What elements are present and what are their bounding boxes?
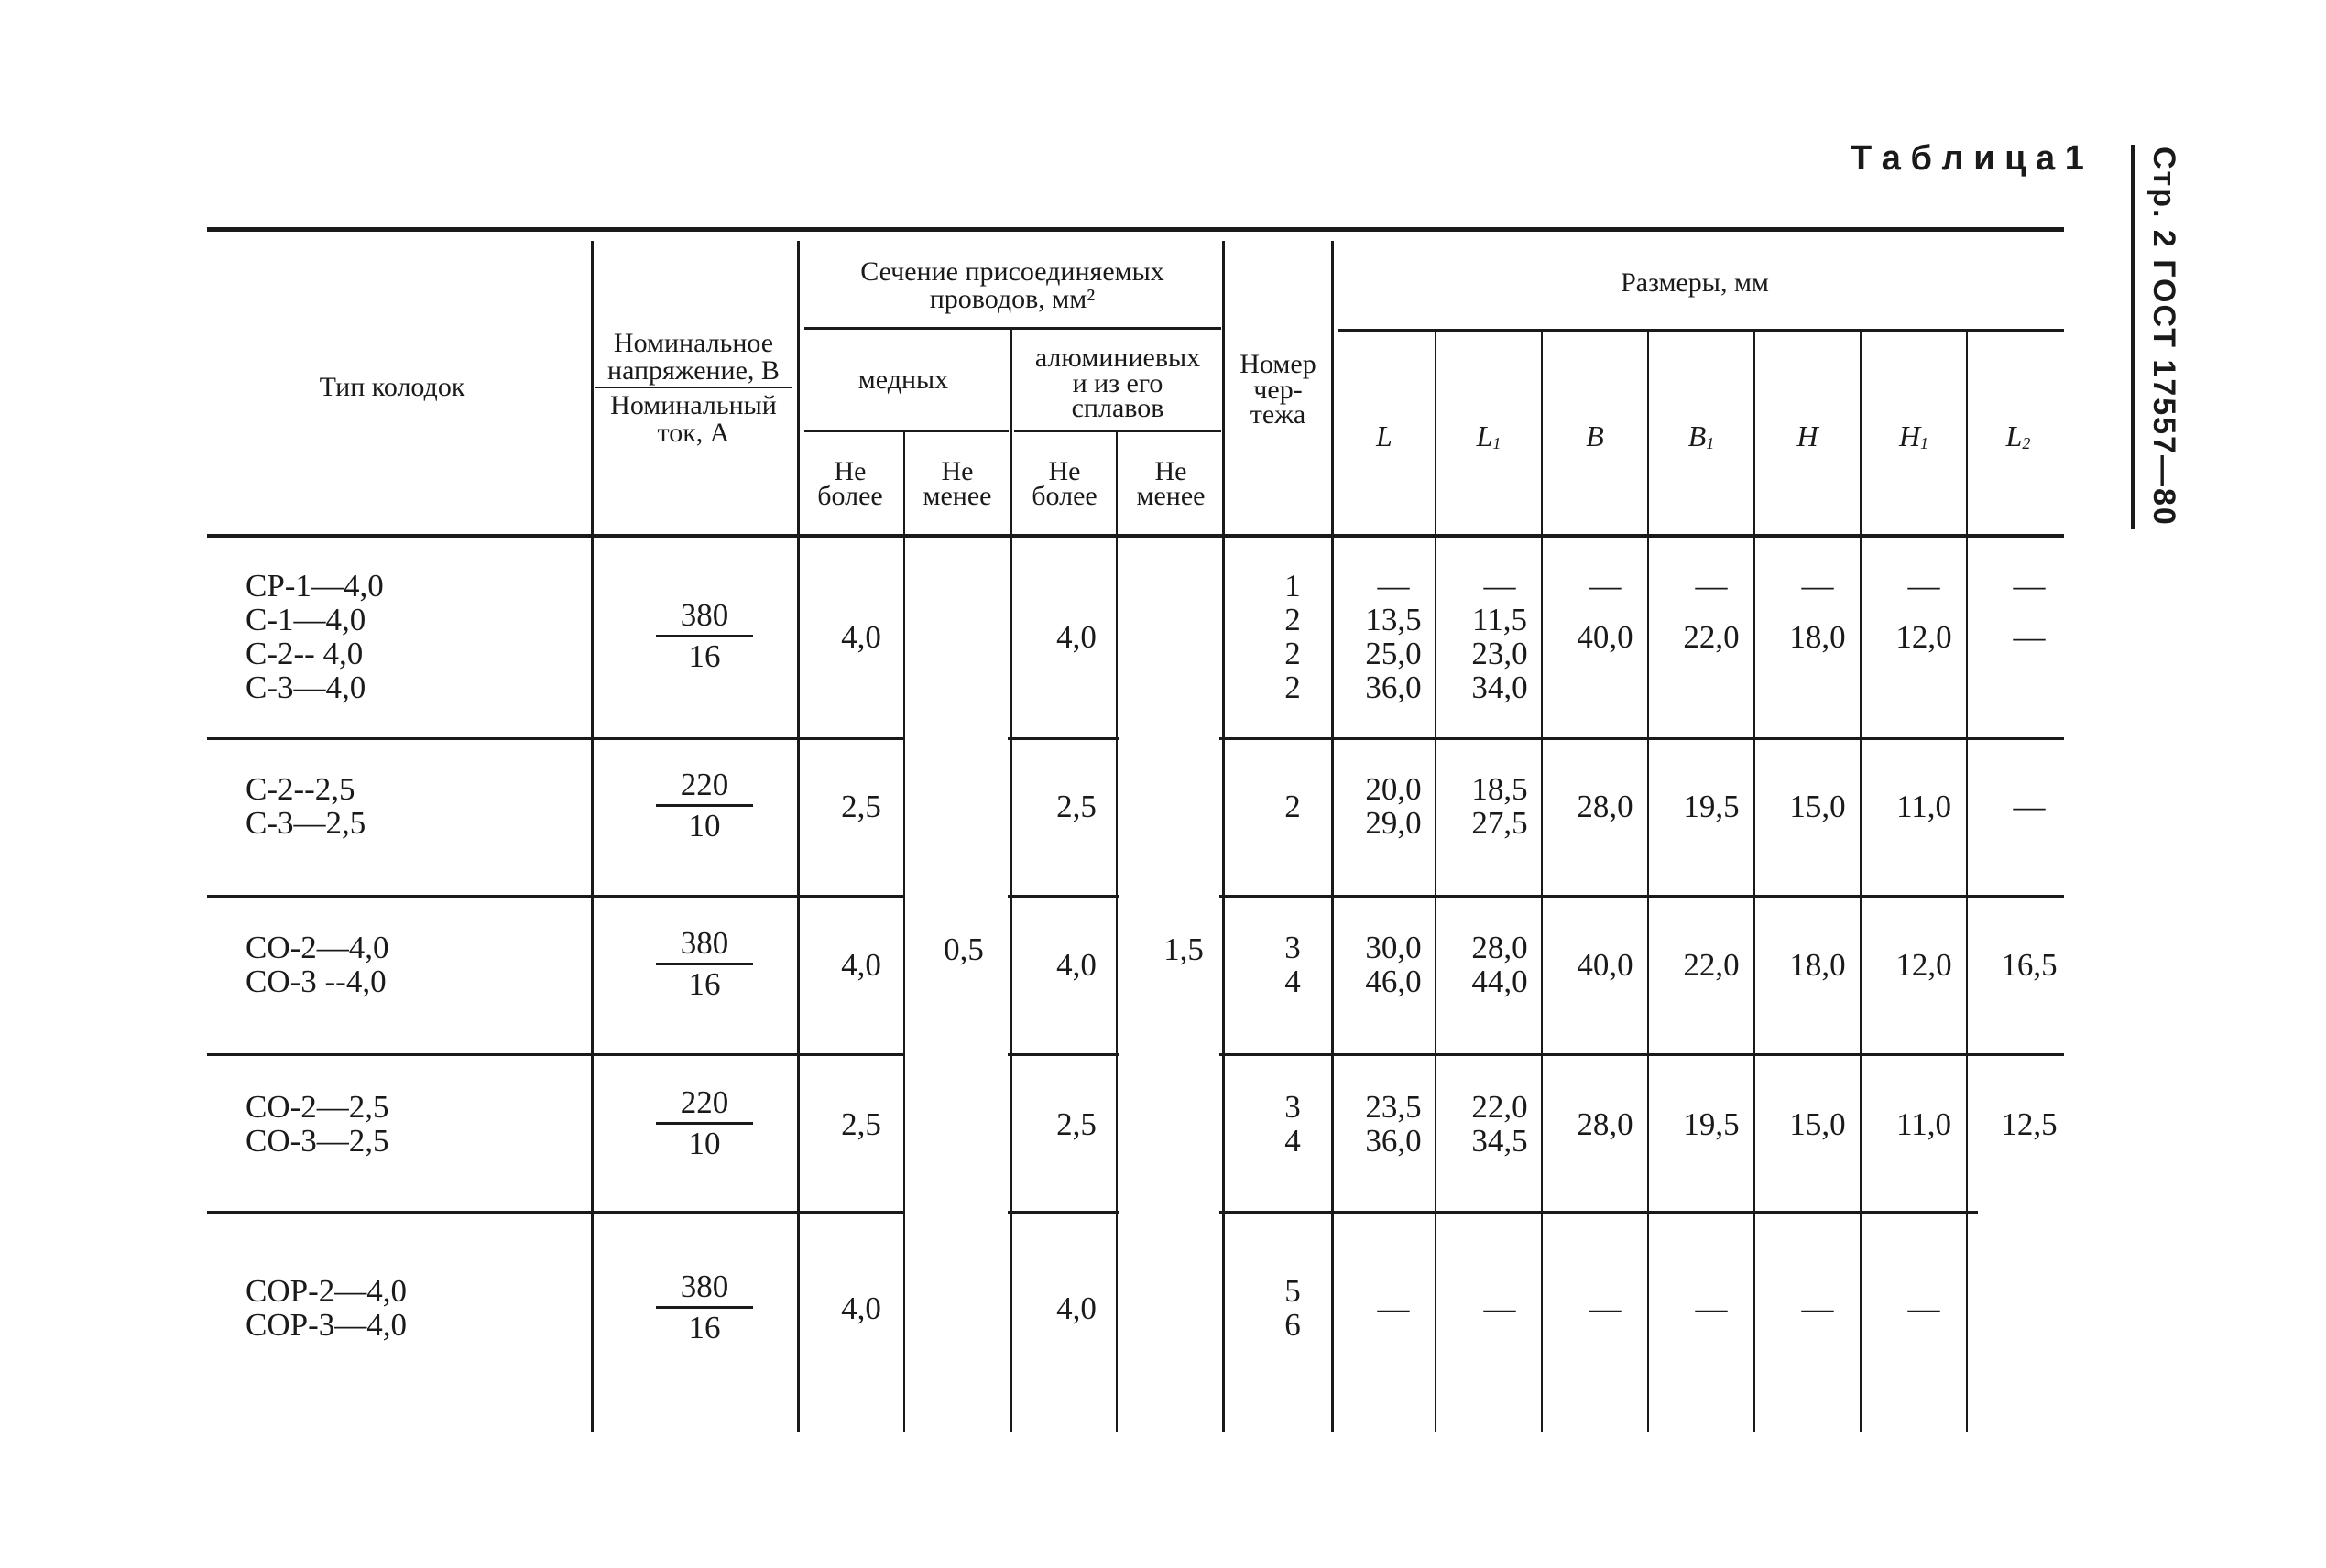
aluminum-max: 4,0 (1056, 947, 1097, 983)
col-rule (1222, 241, 1225, 1432)
header-dim-h: H (1796, 419, 1818, 452)
dim-l1: 11,5 (1472, 602, 1527, 637)
dim-l1: 18,5 (1471, 771, 1528, 807)
aluminum-max: 4,0 (1056, 619, 1097, 655)
span-gap (905, 733, 1008, 1218)
header-aluminum-2: и из его (1072, 368, 1163, 398)
dim-b1: 22,0 (1683, 619, 1740, 655)
dim-h: 18,0 (1789, 947, 1846, 983)
dim-b: 28,0 (1577, 1106, 1633, 1142)
dim-h: 15,0 (1789, 789, 1846, 824)
dim-l: 25,0 (1365, 636, 1422, 671)
copper-max: 4,0 (841, 947, 881, 983)
span-gap (1119, 733, 1219, 1218)
row-type: СО-2—4,0 (246, 930, 389, 965)
rated-current: 10 (688, 808, 721, 844)
header-dim-b: B (1586, 419, 1604, 452)
row-type: СР-1—4,0 (246, 568, 384, 604)
dim-h: 18,0 (1789, 619, 1846, 655)
row-type: СО-2—2,5 (246, 1089, 389, 1125)
dimensions-sub-rule (1338, 329, 2064, 332)
dim-h1-dash: — (1907, 568, 1940, 604)
rated-voltage: 220 (680, 1084, 729, 1120)
rated-voltage: 380 (680, 1269, 729, 1304)
row-type: СО-3—2,5 (246, 1123, 389, 1159)
dim-l2: — (2013, 789, 2046, 824)
rated-voltage: 220 (680, 767, 729, 802)
copper-sub-rule (804, 430, 1009, 432)
dim-l: — (1377, 1290, 1410, 1326)
header-al-max-2: более (1032, 481, 1097, 511)
drawing-number: 2 (1284, 636, 1301, 671)
dim-h-dash: — (1801, 568, 1834, 604)
copper-max: 2,5 (841, 789, 881, 824)
dim-b: — (1589, 1290, 1622, 1326)
voltage-current-fraction (656, 926, 753, 1002)
col-rule (1647, 332, 1649, 1432)
voltage-current-fraction (656, 598, 753, 674)
col-rule (1435, 332, 1436, 1432)
dim-h1: 12,0 (1895, 947, 1952, 983)
col-rule (1331, 241, 1334, 1432)
dim-b1: 19,5 (1683, 789, 1740, 824)
dim-l1: 44,0 (1471, 964, 1528, 999)
dim-l1: 23,0 (1471, 636, 1528, 671)
drawing-number: 4 (1284, 964, 1301, 999)
fraction-bar (656, 1122, 753, 1125)
col-rule (797, 241, 800, 1432)
header-dimensions: Размеры, мм (1621, 267, 1769, 298)
row-type: С-3—4,0 (246, 670, 366, 705)
fraction-bar (656, 963, 753, 965)
dim-l1: — (1483, 568, 1516, 604)
header-cu-min-1: Не (941, 456, 974, 486)
dim-l2: — (2013, 619, 2046, 655)
row-type: С-3—2,5 (246, 805, 366, 841)
aluminum-sub-rule (1014, 430, 1221, 432)
voltage-current-fraction (656, 768, 753, 844)
shared-cu-min: 0,5 (944, 931, 984, 967)
copper-max: 4,0 (841, 1290, 881, 1326)
col-rule (1860, 332, 1862, 1432)
dim-h1: 11,0 (1896, 789, 1951, 824)
header-dim-l2: $L_2$ (2005, 419, 2031, 452)
dim-l: 36,0 (1365, 1123, 1422, 1159)
copper-max: 2,5 (841, 1106, 881, 1142)
fraction-bar (656, 804, 753, 807)
dim-b: 40,0 (1577, 947, 1633, 983)
col-rule (1010, 327, 1012, 1432)
header-current: Номинальный ток, А (610, 390, 777, 448)
dim-b1-dash: — (1695, 568, 1728, 604)
drawing-number: 1 (1284, 568, 1301, 604)
row-type: СОР-3—4,0 (246, 1307, 407, 1343)
dim-l: 36,0 (1365, 670, 1422, 705)
dim-l: 13,5 (1365, 602, 1422, 637)
side-rule (2131, 145, 2135, 529)
col-rule (591, 241, 594, 1432)
rated-voltage: 380 (680, 925, 729, 961)
shared-al-min: 1,5 (1163, 931, 1204, 967)
header-dim-b1: $B_1$ (1687, 419, 1715, 452)
row-separator (207, 1211, 1978, 1214)
voltage-current-fraction (656, 1269, 753, 1345)
dim-b-dash: — (1589, 568, 1622, 604)
header-dim-h1: $H_1$ (1898, 419, 1929, 452)
rated-current: 16 (688, 966, 721, 1002)
dim-l1: 28,0 (1471, 930, 1528, 965)
drawing-number: 5 (1284, 1273, 1301, 1309)
dim-l1: 22,0 (1471, 1089, 1528, 1125)
rated-voltage: 380 (680, 597, 729, 633)
col-rule (1966, 332, 1968, 1432)
copper-max: 4,0 (841, 619, 881, 655)
header-aluminum-1: алюминиевых (1034, 343, 1201, 373)
row-type: СОР-2—4,0 (246, 1273, 407, 1309)
dim-h1: — (1907, 1290, 1940, 1326)
header-al-max-1: Не (1048, 456, 1081, 486)
fraction-bar (656, 635, 753, 637)
row-type: С-1—4,0 (246, 602, 366, 637)
drawing-number: 2 (1284, 602, 1301, 637)
dim-l: 20,0 (1365, 771, 1422, 807)
dim-l2: 12,5 (2001, 1106, 2058, 1142)
row-type: С-2--2,5 (246, 771, 355, 807)
drawing-number: 6 (1284, 1307, 1301, 1343)
header-voltage: Номинальное напряжение, В (607, 328, 780, 386)
dim-h1: 12,0 (1895, 619, 1952, 655)
dim-b: 28,0 (1577, 789, 1633, 824)
col-rule (1116, 432, 1118, 1432)
header-drawing-2: чер- (1253, 375, 1303, 405)
row-type: С-2-- 4,0 (246, 636, 364, 671)
top-rule (207, 227, 2064, 232)
drawing-number: 2 (1284, 670, 1301, 705)
col-rule (903, 432, 905, 1432)
voltage-current-fraction (656, 1085, 753, 1161)
col-rule (1753, 332, 1755, 1432)
drawing-number: 2 (1284, 788, 1301, 824)
header-aluminum-3: сплавов (1071, 393, 1164, 423)
drawing-number: 3 (1284, 930, 1301, 965)
dim-l1: 34,5 (1471, 1123, 1528, 1159)
header-cu-min-2: менее (923, 481, 992, 511)
header-dim-l: L (1376, 419, 1392, 452)
col-rule (1541, 332, 1543, 1432)
drawing-number: 4 (1284, 1123, 1301, 1159)
dim-h1: 11,0 (1896, 1106, 1951, 1142)
dim-l2: 16,5 (2001, 947, 2058, 983)
dim-l: 46,0 (1365, 964, 1422, 999)
header-dim-l1: $L_1$ (1476, 419, 1502, 452)
table-label: Т а б л и ц а 1 (1851, 139, 2084, 178)
aluminum-max: 2,5 (1056, 1106, 1097, 1142)
voltage-current-rule (595, 387, 792, 388)
aluminum-max: 2,5 (1056, 789, 1097, 824)
dim-l1: 27,5 (1471, 805, 1528, 841)
dim-l1: — (1483, 1290, 1516, 1326)
dim-h: — (1801, 1290, 1834, 1326)
rated-current: 16 (688, 638, 721, 674)
dim-l1: 34,0 (1471, 670, 1528, 705)
dim-h: 15,0 (1789, 1106, 1846, 1142)
header-copper: медных (857, 365, 949, 395)
dim-b: 40,0 (1577, 619, 1633, 655)
header-bottom-rule (207, 534, 2064, 538)
header-drawing-3: тежа (1250, 399, 1306, 430)
dim-l: 23,5 (1365, 1089, 1422, 1125)
rated-current: 10 (688, 1126, 721, 1161)
dim-l2-dash: — (2013, 568, 2046, 604)
header-al-min-2: менее (1136, 481, 1206, 511)
dim-b1: 19,5 (1683, 1106, 1740, 1142)
dim-l: — (1377, 568, 1410, 604)
header-cu-max-2: более (817, 481, 883, 511)
drawing-number: 3 (1284, 1089, 1301, 1125)
header-cu-max-1: Не (834, 456, 867, 486)
row-type: СО-3 --4,0 (246, 964, 387, 999)
page-side-header: Стр. 2 ГОСТ 17557—80 (2146, 147, 2181, 527)
dim-l: 30,0 (1365, 930, 1422, 965)
aluminum-max: 4,0 (1056, 1290, 1097, 1326)
dim-b1: — (1695, 1290, 1728, 1326)
dim-b1: 22,0 (1683, 947, 1740, 983)
dim-l: 29,0 (1365, 805, 1422, 841)
section-sub-rule (804, 327, 1221, 330)
fraction-bar (656, 1306, 753, 1309)
header-drawing-1: Номер (1239, 349, 1316, 379)
header-section: Сечение присоединяемых проводов, мм² (860, 256, 1164, 314)
header-al-min-1: Не (1154, 456, 1187, 486)
header-type: Тип колодок (319, 372, 465, 402)
rated-current: 16 (688, 1310, 721, 1345)
